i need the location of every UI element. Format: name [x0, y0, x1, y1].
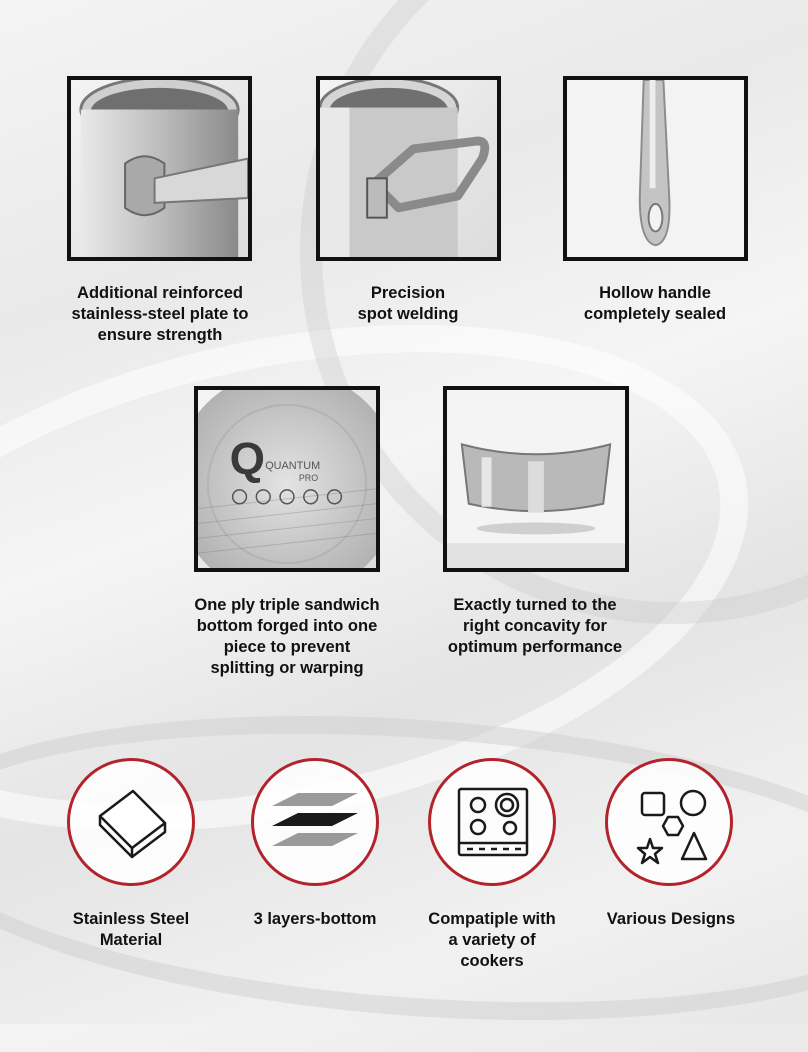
icon-caption-cooker-compatibility: Compatiple with a variety of cookers	[428, 910, 556, 970]
shapes-icon	[608, 761, 730, 883]
feature-photo-concavity	[443, 386, 629, 572]
feature-photo-reinforced-plate	[67, 76, 252, 261]
brand-sub: PRO	[298, 472, 319, 483]
feature-caption-concavity: Exactly turned to the right concavity for optimum performance	[447, 596, 623, 656]
feature-caption-reinforced-plate: Additional reinforced stainless-steel plate to ensure strength	[71, 284, 249, 344]
feature-photo-hollow-handle	[563, 76, 748, 261]
steel-plate-icon	[70, 761, 192, 883]
steel-material-badge	[67, 758, 195, 886]
feature-caption-hollow-handle: Hollow handle completely sealed	[583, 284, 727, 323]
three-layers-badge	[251, 758, 379, 886]
feature-photo-spot-welding	[316, 76, 501, 261]
icon-caption-various-designs: Various Designs	[606, 910, 736, 928]
icon-caption-steel-material: Stainless Steel Material	[72, 910, 190, 949]
various-designs-badge	[605, 758, 733, 886]
icon-caption-three-layers: 3 layers-bottom	[253, 910, 377, 928]
feature-caption-spot-welding: Precision spot welding	[357, 284, 459, 323]
feature-photo-triple-bottom	[194, 386, 380, 572]
cooktop-icon	[431, 761, 553, 883]
feature-caption-triple-bottom: One ply triple sandwich bottom forged into one piece to prevent splitting or warping	[194, 596, 380, 677]
layers-icon	[254, 761, 376, 883]
cooker-compatibility-badge	[428, 758, 556, 886]
logo-letter: Q	[229, 433, 266, 485]
brand-name: QUANTUM	[265, 460, 321, 473]
